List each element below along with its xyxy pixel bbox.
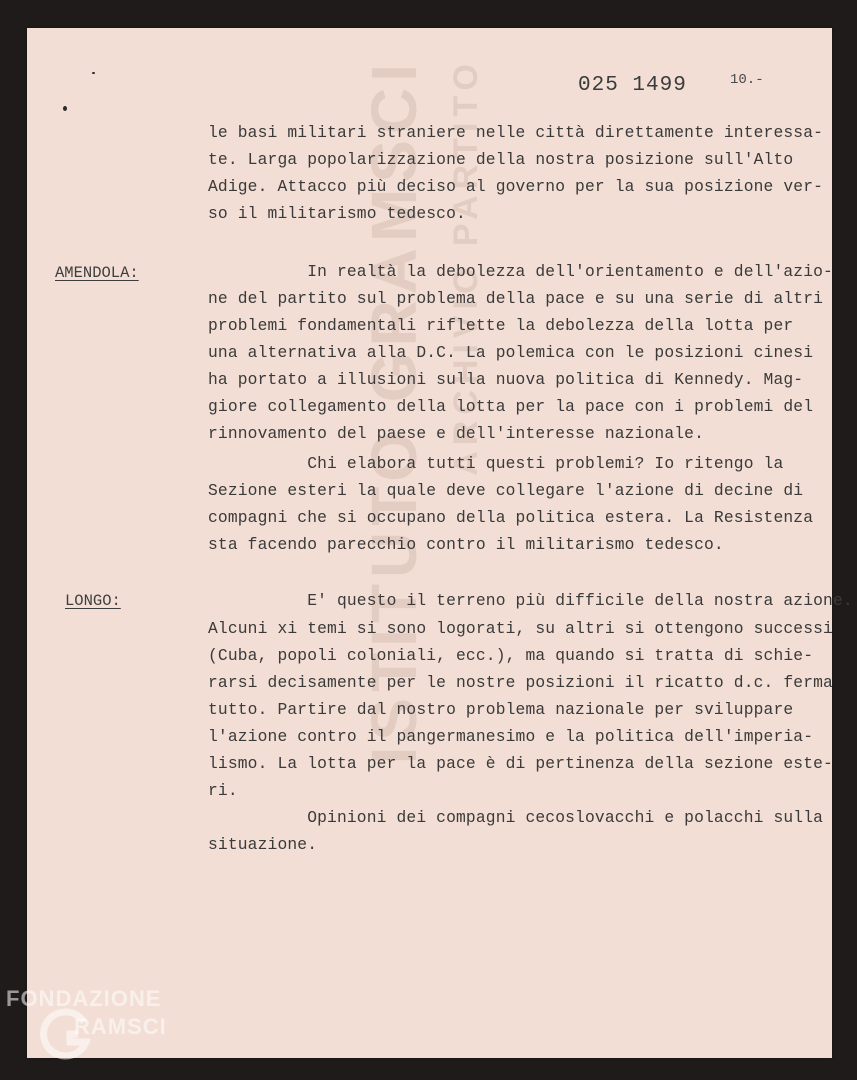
text-line: Alcuni xi temi si sono logorati, su altri si ottengono successi: [208, 619, 833, 638]
watermark-line: ARCHIVIO PARTITO: [447, 58, 485, 476]
text-line: problemi fondamentali riflette la debolezza della lotta per: [208, 316, 794, 335]
text-line: lismo. La lotta per la pace è di pertinenza della sezione este-: [208, 754, 833, 773]
text-line: (Cuba, popoli coloniali, ecc.), ma quando si tratta di schie-: [208, 646, 814, 665]
document-number: 025 1499: [578, 74, 687, 97]
logo-line-1: FONDAZIONE: [6, 986, 162, 1011]
text-line: E' questo il terreno più difficile della nostra azione.: [208, 591, 853, 610]
text-line: Chi elabora tutti questi problemi? Io ritengo la: [208, 454, 784, 473]
text-line: ha portato a illusioni sulla nuova politica di Kennedy. Mag-: [208, 370, 804, 389]
text-line: situazione.: [208, 835, 318, 854]
watermark-line: ISTITUTO GRAMSCI: [358, 58, 430, 765]
text-line: compagni che si occupano della politica estera. La Resistenza: [208, 508, 814, 527]
speaker-label-longo: LONGO:: [65, 592, 121, 610]
text-line: rarsi decisamente per le nostre posizioni il ricatto d.c. ferma: [208, 673, 833, 692]
text-line: rinnovamento del paese e dell'interesse nazionale.: [208, 424, 705, 443]
page-number: 10.-: [730, 72, 764, 88]
text-line: Opinioni dei compagni cecoslovacchi e polacchi sulla: [208, 808, 824, 827]
text-line: una alternativa alla D.C. La polemica con le posizioni cinesi: [208, 343, 814, 362]
text-line: l'azione contro il pangermanesimo e la politica dell'imperia-: [208, 727, 814, 746]
text-line: tutto. Partire dal nostro problema nazionale per sviluppare: [208, 700, 794, 719]
text-line: ri.: [208, 781, 238, 800]
ink-speck: [92, 72, 95, 74]
text-line: Sezione esteri la quale deve collegare l'azione di decine di: [208, 481, 804, 500]
text-line: Adige. Attacco più deciso al governo per la sua posizione ver-: [208, 177, 824, 196]
text-line: so il militarismo tedesco.: [208, 204, 466, 223]
fondazione-gramsci-logo: [6, 986, 221, 1066]
text-line: ne del partito sul problema della pace e su una serie di altri: [208, 289, 824, 308]
speaker-label-amendola: AMENDOLA:: [55, 264, 139, 282]
text-line: giore collegamento della lotta per la pace con i problemi del: [208, 397, 814, 416]
text-line: sta facendo parecchio contro il militarismo tedesco.: [208, 535, 724, 554]
logo-line-2: RAMSCI: [74, 1014, 167, 1039]
text-line: te. Larga popolarizzazione della nostra posizione sull'Alto: [208, 150, 794, 169]
ink-speck: [63, 106, 67, 111]
text-line: le basi militari straniere nelle città direttamente interessa-: [208, 123, 824, 142]
text-line: In realtà la debolezza dell'orientamento e dell'azio-: [208, 262, 833, 281]
